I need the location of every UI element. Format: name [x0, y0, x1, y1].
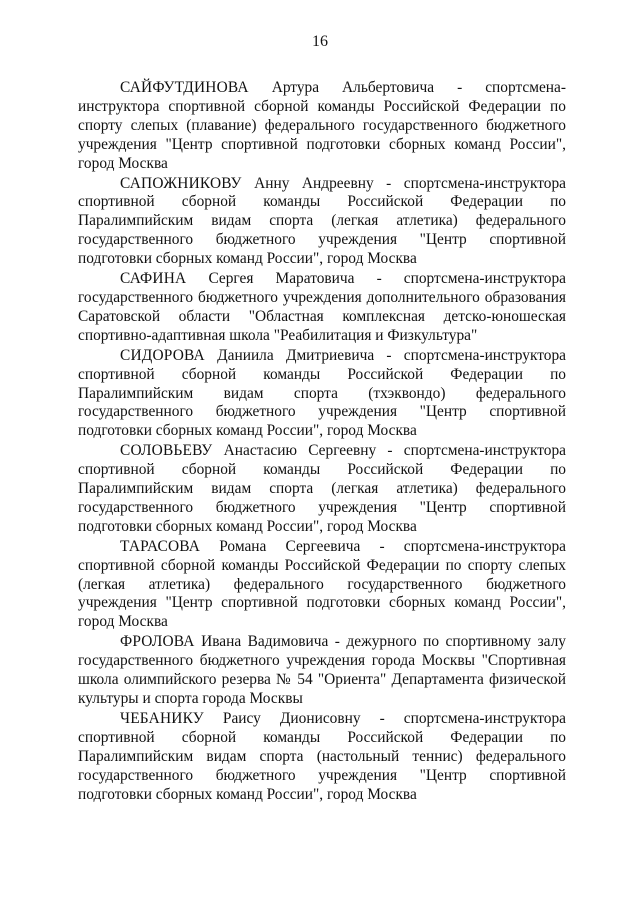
- list-item: [78, 347, 566, 442]
- entry-surname: СИДОРОВА: [120, 346, 205, 364]
- list-item: [78, 79, 566, 174]
- entry-text: Анну Андреевну - спортсмена-инструктора спортивной сборной команды Российской Федерации по Паралимпийским видам спорта (легкая атлетика) федерального государственного бюджетного учреждения "Центр спортивной подготовки сборных команд России", город Москва: [78, 174, 566, 268]
- list-item: [78, 710, 566, 805]
- list-item: [78, 270, 566, 346]
- list-item: [78, 633, 566, 709]
- entry-text: Романа Сергеевича - спортсмена-инструктора спортивной сборной команды Российской Федерации по спорту слепых (легкая атлетика) федерального государственного бюджетного учреждения "Центр спортивной подготовки сборных команд России", город Москва: [78, 537, 566, 631]
- entry-text: Даниила Дмитриевича - спортсмена-инструктора спортивной сборной команды Российской Федерации по Паралимпийским видам спорта (тхэквондо) федерального государственного бюджетного учреждения "Центр спортивной подготовки сборных команд России", город Москва: [78, 346, 566, 440]
- page-number: 16: [312, 33, 328, 50]
- entry-text: Ивана Вадимовича - дежурного по спортивному залу государственного бюджетного учреждения города Москвы "Спортивная школа олимпийского резерва № 54 "Ориента" Департамента физической культуры и спорта города Москвы: [78, 633, 566, 707]
- entry-text: Артура Альбертовича - спортсмена-инструктора спортивной сборной команды Российской Федерации по спорту слепых (плавание) федерального государственного бюджетного учреждения "Центр спортивной подготовки сборных команд России", город Москва: [78, 79, 566, 172]
- entry-text: Анастасию Сергеевну - спортсмена-инструктора спортивной сборной команды Российской Федерации по Паралимпийским видам спорта (легкая атлетика) федерального государственного бюджетного учреждения "Центр спортивной подготовки сборных команд России", город Москва: [78, 442, 566, 535]
- entry-surname: САФИНА: [120, 270, 187, 288]
- entry-surname: САЙФУТДИНОВА: [120, 79, 249, 96]
- entry-surname: ФРОЛОВА: [120, 633, 195, 651]
- list-item: [78, 442, 566, 537]
- award-list: [78, 79, 566, 805]
- entry-text: Раису Дионисовну - спортсмена-инструктора спортивной сборной команды Российской Федерации по Паралимпийским видам спорта (настольный теннис) федерального государственного бюджетного учреждения "Центр спортивной подготовки сборных команд России", город Москва: [78, 709, 566, 803]
- entry-surname: ЧЕБАНИКУ: [120, 709, 204, 727]
- entry-surname: САПОЖНИКОВУ: [120, 174, 242, 192]
- entry-surname: ТАРАСОВА: [120, 537, 201, 555]
- entry-text: Сергея Маратовича - спортсмена-инструктора государственного бюджетного учреждения дополнительного образования Саратовской области "Областная комплексная детско-юношеская спортивно-адаптивная школа "Реабилитация и Физкультура": [78, 270, 566, 344]
- entry-surname: СОЛОВЬЕВУ: [120, 442, 213, 460]
- list-item: [78, 538, 566, 633]
- list-item: [78, 175, 566, 270]
